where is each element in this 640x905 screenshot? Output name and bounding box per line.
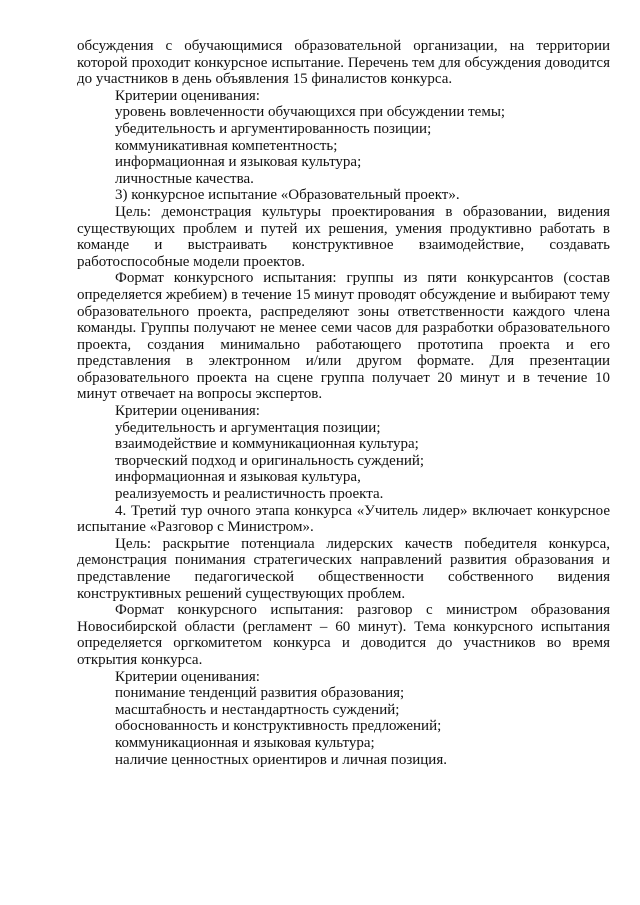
criteria-item: взаимодействие и коммуникационная культура; [115, 436, 419, 453]
paragraph-minister-goal: Цель: раскрытие потенциала лидерских качеств победителя конкурса, демонстрация понимания стратегических направлений развития образования и представление педагогической общественности собственного видения конструктивных решений существующих проблем. [77, 535, 610, 602]
section-heading-project: 3) конкурсное испытание «Образовательный проект». [115, 187, 460, 204]
criteria-item: информационная и языковая культура, [115, 469, 361, 486]
criteria-item: убедительность и аргументация позиции; [115, 419, 381, 436]
criteria-item: творческий подход и оригинальность суждений; [115, 452, 425, 469]
paragraph-third-round: 4. Третий тур очного этапа конкурса «Учитель лидер» включает конкурсное испытание «Разговор с Министром». [77, 502, 610, 536]
criteria-item: понимание тенденций развития образования; [115, 685, 405, 702]
criteria-item: уровень вовлеченности обучающихся при обсуждении темы; [115, 104, 506, 121]
paragraph-minister-format: Формат конкурсного испытания: разговор с министром образования Новосибирской области (регламент – 60 минут). Тема конкурсного испытания определяется оргкомитетом конкурса и доводится до участников во время открытия конкурса. [77, 602, 610, 668]
criteria-item: реализуемость и реалистичность проекта. [115, 486, 384, 503]
criteria-heading: Критерии оценивания: [115, 403, 260, 420]
criteria-heading: Критерии оценивания: [115, 668, 260, 685]
criteria-heading: Критерии оценивания: [115, 87, 260, 104]
paragraph-discussion-continuation: обсуждения с обучающимися образовательной организации, на территории которой проходит конкурсное испытание. Перечень тем для обсуждения доводится до участников в день объявления 15 финалистов конкурса. [77, 38, 610, 88]
criteria-item: убедительность и аргументированность позиции; [115, 120, 432, 137]
criteria-item: масштабность и нестандартность суждений; [115, 701, 400, 718]
criteria-item: наличие ценностных ориентиров и личная позиция. [115, 751, 447, 768]
paragraph-project-goal: Цель: демонстрация культуры проектирования в образовании, видения существующих проблем и путей их решения, умения продуктивно работать в команде и выстраивать конструктивное взаимодействие, создавать работоспособные модели проектов. [77, 203, 610, 270]
document-page [77, 38, 610, 768]
criteria-item: коммуникационная и языковая культура; [115, 734, 375, 751]
criteria-item: обоснованность и конструктивность предложений; [115, 718, 442, 735]
criteria-item: информационная и языковая культура; [115, 154, 362, 171]
criteria-item: коммуникативная компетентность; [115, 137, 338, 154]
criteria-item: личностные качества. [115, 170, 254, 187]
paragraph-project-format: Формат конкурсного испытания: группы из пяти конкурсантов (состав определяется жребием) в течение 15 минут проводят обсуждение и выбирают тему образовательного проекта, распределяют зоны ответственности каждого члена команды. Группы получают не менее семи часов для разработки образовательного проекта, создания минимально работающего прототипа проекта и его представления в электронном и/или другом формате. Для презентации образовательного проекта на сцене группа получает 20 минут и в течение 10 минут отвечает на вопросы экспертов. [77, 270, 610, 403]
